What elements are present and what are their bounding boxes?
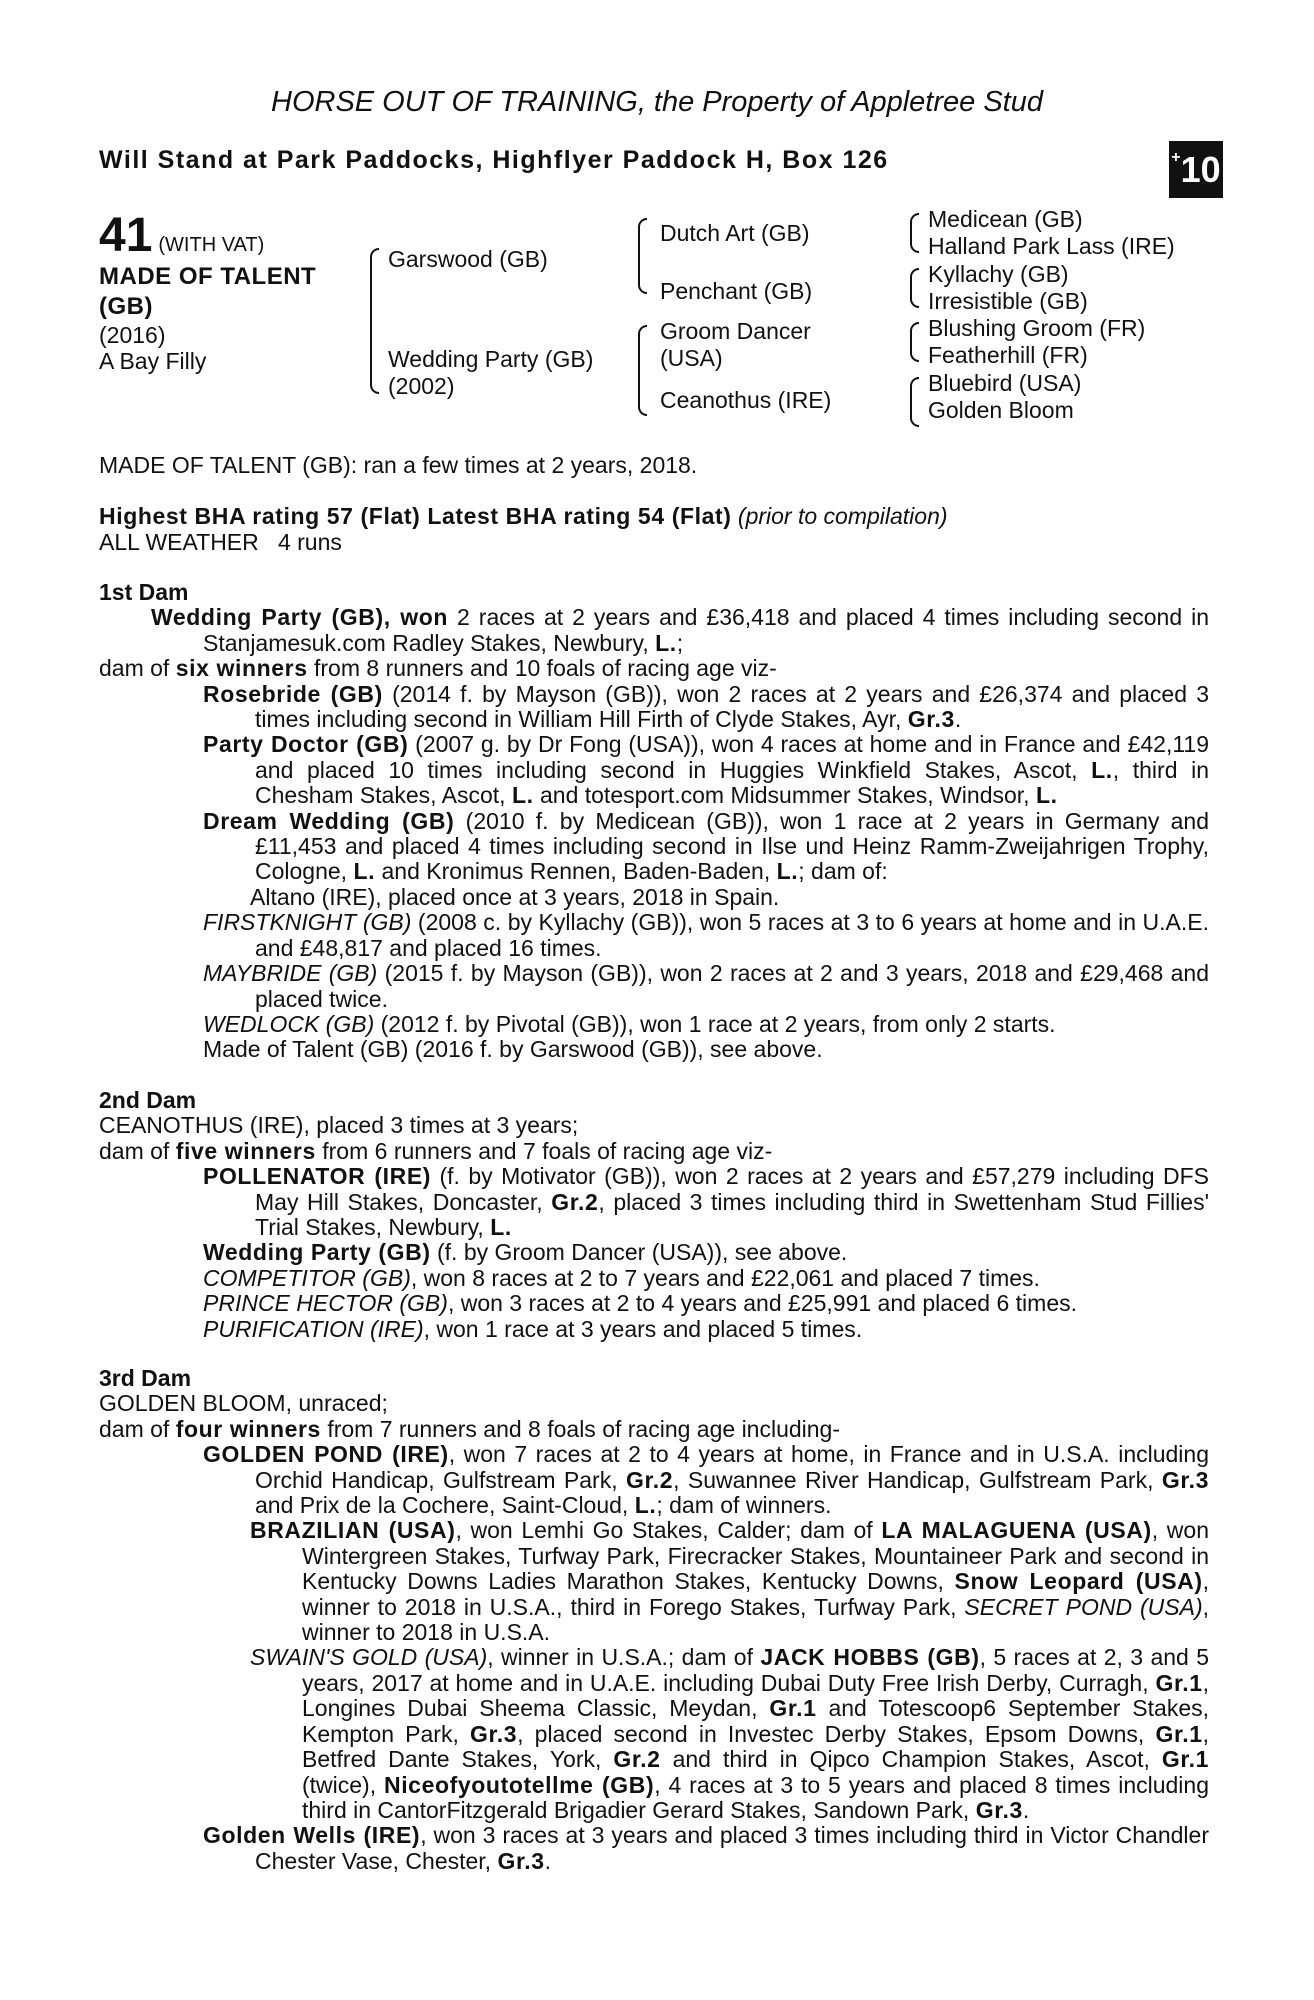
dam-sire	[660, 318, 811, 372]
produce-name: SWAIN'S GOLD (USA)	[250, 1644, 488, 1671]
gg-6: Featherhill (FR)	[928, 342, 1088, 368]
dam-sire-line1: Groom Dancer	[660, 318, 811, 344]
badge-number: 10	[1180, 148, 1221, 190]
produce-text: (2014 f. by Mayson (GB)), won 2 races at 2 years and £26,374 and placed 3 times including second in William Hill Firth of Clyde Stakes, Ayr,	[255, 680, 1209, 733]
produce-text: , winner in U.S.A.; dam of	[487, 1644, 761, 1671]
produce-text: .	[544, 1847, 552, 1874]
produce-text: (twice),	[302, 1771, 384, 1798]
third-dam-section	[99, 1366, 1209, 1874]
dam-of-pre: dam of	[99, 1137, 176, 1164]
sire-sire: Dutch Art (GB)	[660, 220, 810, 246]
gg-5: Blushing Groom (FR)	[928, 315, 1146, 341]
rating-values: Highest BHA rating 57 (Flat) Latest BHA rating 54 (Flat)	[99, 503, 732, 529]
produce-grade: Gr.3	[1161, 1466, 1210, 1493]
produce-grade: L.	[1091, 756, 1113, 783]
gg-7: Bluebird (USA)	[928, 370, 1082, 396]
first-dam-heading: 1st Dam	[99, 579, 189, 605]
produce-name: FIRSTKNIGHT (GB)	[203, 909, 412, 936]
produce-text: , won 1 race at 3 years and placed 5 times.	[423, 1315, 863, 1342]
produce-name: PRINCE HECTOR (GB)	[203, 1290, 448, 1317]
badge-plus: +	[1171, 148, 1181, 166]
produce-name: WEDLOCK (GB)	[203, 1010, 375, 1037]
produce-name: Niceofyoutotellme (GB)	[383, 1771, 655, 1798]
dam	[388, 346, 593, 400]
produce-name: GOLDEN POND (IRE)	[203, 1441, 449, 1468]
stand-location: Will Stand at Park Paddocks, Highflyer Paddock H, Box 126	[99, 146, 889, 174]
produce-text: and third in Qipco Champion Stakes, Ascot,	[660, 1746, 1162, 1773]
dam-of-count: six winners	[175, 655, 308, 682]
third-dam-dam-of	[99, 1417, 1209, 1442]
sire: Garswood (GB)	[388, 246, 548, 272]
first-dam-section	[99, 580, 1209, 1063]
produce-name: JACK HOBBS (GB)	[760, 1644, 980, 1671]
all-weather-line	[99, 529, 342, 556]
dam-of-post: from 8 runners and 10 foals of racing age viz-	[307, 655, 777, 682]
produce-text: (2007 g. by Dr Fong (USA)), won 4 races at home and in France and £42,119 and placed 10 times including second in Huggies Winkfield Stakes, Ascot,	[255, 731, 1209, 783]
all-weather-runs: 4 runs	[277, 529, 342, 555]
g-brace-4	[910, 377, 919, 427]
horse-description: A Bay Filly	[99, 348, 207, 374]
produce-grade: Gr.2	[551, 1188, 599, 1215]
ten-plus-badge	[1169, 141, 1223, 198]
second-dam-heading: 2nd Dam	[99, 1087, 197, 1113]
produce-name: SECRET POND (USA)	[964, 1593, 1203, 1620]
dam-of-pre: dam of	[99, 1415, 176, 1442]
gg-8: Golden Bloom	[928, 397, 1074, 423]
produce-grade: Gr.3	[975, 1796, 1023, 1823]
produce-wedlock	[203, 1012, 1209, 1037]
produce-grade: L.	[634, 1492, 657, 1519]
grandproduce-swains-gold	[250, 1645, 1209, 1823]
produce-text: , won 8 races at 2 to 7 years and £22,061 and placed 7 times.	[410, 1264, 1040, 1291]
gg-2: Halland Park Lass (IRE)	[928, 233, 1175, 259]
gg-3: Kyllachy (GB)	[928, 261, 1069, 287]
produce-name: COMPETITOR (GB)	[203, 1264, 411, 1291]
produce-grade: Gr.1	[1155, 1669, 1203, 1696]
produce-text: (2015 f. by Mayson (GB)), won 2 races at 2 and 3 years, 2018 and £29,468 and placed twice.	[255, 960, 1209, 1012]
produce-firstknight	[203, 910, 1209, 961]
produce-rosebride: Rosebride (GB) (2014 f. by Mayson (GB)), won 2 races at 2 years and £26,374 and placed 3 times including second in William Hill Firth of Clyde Stakes, Ayr, Gr.3.	[203, 680, 1209, 733]
produce-grade: L.	[1035, 782, 1058, 809]
produce-maybride	[203, 961, 1209, 1012]
produce-name: Party Doctor (GB)	[203, 731, 409, 758]
produce-text: , winner to 2018 in U.S.A., third in Forego Stakes, Turfway Park,	[302, 1568, 1209, 1620]
produce-name: BRAZILIAN (USA)	[250, 1517, 456, 1544]
produce-text: , Longines Dubai Sheema Classic, Meydan,	[302, 1669, 1209, 1722]
dam-line1: Wedding Party (GB)	[388, 346, 594, 372]
produce-text: , winner to 2018 in U.S.A.	[302, 1593, 1209, 1646]
produce-text: and Prix de la Cochere, Saint-Cloud,	[255, 1492, 635, 1519]
race-record: MADE OF TALENT (GB): ran a few times at 2 years, 2018.	[99, 452, 698, 478]
dam-of-count: four winners	[175, 1415, 321, 1442]
second-dam-dam-of	[99, 1139, 1209, 1164]
lot-vat: (WITH VAT)	[158, 234, 265, 256]
produce-wedding-party	[203, 1240, 1209, 1265]
produce-dream-wedding	[203, 809, 1209, 885]
produce-text: , placed second in Investec Derby Stakes, Epsom Downs,	[517, 1720, 1156, 1747]
sire-dam: Penchant (GB)	[660, 278, 813, 304]
produce-grade: Gr.3	[469, 1720, 518, 1747]
produce-name: POLLENATOR (IRE)	[203, 1163, 432, 1190]
produce-text: , won 3 races at 3 years and placed 3 times including third in Victor Chandler Chester Vase, Chester,	[255, 1822, 1209, 1874]
produce-text: , third in Chesham Stakes, Ascot,	[255, 756, 1209, 809]
produce-name: Rosebride (GB)	[203, 680, 383, 707]
dam-of-post: from 7 runners and 8 foals of racing age including-	[320, 1415, 841, 1442]
produce-text: and totesport.com Midsummer Stakes, Windsor,	[533, 782, 1036, 809]
second-dam-section	[99, 1088, 1209, 1342]
produce-text: , Suwannee River Handicap, Gulfstream Park,	[673, 1466, 1162, 1493]
produce-grade: Gr.2	[613, 1746, 661, 1773]
produce-made-of-talent: Made of Talent (GB) (2016 f. by Garswood (GB)), see above.	[203, 1036, 823, 1063]
produce-text: (f. by Motivator (GB)), won 2 races at 2 years and £57,279 including DFS May Hill Stakes, Doncaster,	[255, 1163, 1209, 1215]
produce-grade: Gr.1	[1161, 1746, 1210, 1773]
rating-line	[99, 503, 948, 530]
g-brace-1	[910, 213, 919, 253]
sire-dam-brace	[370, 248, 379, 394]
grandproduce-altano: Altano (IRE), placed once at 3 years, 2018 in Spain.	[250, 883, 780, 910]
second-dam-record: CEANOTHUS (IRE), placed 3 times at 3 years;	[99, 1112, 579, 1139]
foaling-year: (2016)	[99, 322, 166, 348]
produce-text: (2008 c. by Kyllachy (GB)), won 5 races at 3 to 6 years at home and in U.A.E. and £48,817 and placed 16 times.	[255, 909, 1209, 961]
produce-text: .	[1022, 1796, 1030, 1823]
dam-line2: (2002)	[388, 373, 455, 399]
dam-of-post: from 6 runners and 7 foals of racing age viz-	[315, 1137, 773, 1164]
produce-prince-hector	[203, 1291, 1209, 1316]
produce-text: and Kronimus Rennen, Baden-Baden,	[375, 858, 777, 885]
produce-grade: L.	[511, 782, 534, 809]
produce-name: Snow Leopard (USA)	[954, 1568, 1203, 1595]
produce-grade: Gr.1	[1155, 1720, 1203, 1747]
first-dam-dam-of	[99, 656, 1209, 681]
first-dam-listed: L.	[655, 629, 677, 656]
gg-1: Medicean (GB)	[928, 206, 1083, 232]
dam-parents-brace	[638, 325, 647, 416]
produce-text: , 4 races at 3 to 5 years and placed 8 times including third in CantorFitzgerald Brigadier Gerard Stakes, Sandown Park,	[302, 1771, 1209, 1823]
grandproduce-brazilian	[250, 1518, 1209, 1645]
dam-of-count: five winners	[175, 1137, 316, 1164]
produce-party-doctor	[203, 732, 1209, 808]
produce-text: , won 3 races at 2 to 4 years and £25,991 and placed 6 times.	[447, 1290, 1078, 1317]
produce-grade: L.	[490, 1214, 512, 1241]
horse-name-line1: MADE OF TALENT	[99, 263, 317, 290]
sire-parents-brace	[638, 218, 647, 294]
produce-text: (2012 f. by Pivotal (GB)), won 1 race at 2 years, from only 2 starts.	[374, 1010, 1056, 1037]
gg-4: Irresistible (GB)	[928, 288, 1088, 314]
produce-name: LA MALAGUENA (USA)	[881, 1517, 1152, 1544]
produce-grade: Gr.3	[907, 706, 955, 733]
lot-heading	[99, 208, 264, 263]
produce-text: and Totescoop6 September Stakes, Kempton Park,	[302, 1695, 1210, 1747]
produce-name: Dream Wedding (GB)	[203, 807, 455, 834]
horse-name-line2: (GB)	[99, 293, 153, 320]
produce-purification	[203, 1317, 1209, 1342]
dam-of-pre: dam of	[99, 655, 176, 682]
third-dam-record: GOLDEN BLOOM, unraced;	[99, 1390, 388, 1417]
g-brace-3	[910, 322, 919, 362]
produce-grade: L.	[353, 858, 376, 885]
produce-text: , Betfred Dante Stakes, York,	[302, 1720, 1209, 1773]
produce-grade: Gr.1	[769, 1695, 817, 1722]
g-brace-2	[910, 268, 919, 308]
third-dam-heading: 3rd Dam	[99, 1365, 192, 1391]
produce-pollenator	[203, 1164, 1209, 1240]
produce-text: , 5 races at 2, 3 and 5 years, 2017 at home and in U.A.E. including Dubai Duty Free Irish Derby, Curragh,	[302, 1644, 1210, 1696]
produce-text: (f. by Groom Dancer (USA)), see above.	[430, 1239, 848, 1266]
produce-text: , won 7 races at 2 to 4 years at home, in France and in U.S.A. including Orchid Handicap, Gulfstream Park,	[255, 1441, 1209, 1493]
all-weather-label: ALL WEATHER	[99, 529, 259, 555]
produce-grade: Gr.3	[497, 1847, 545, 1874]
produce-golden-pond	[203, 1442, 1209, 1518]
dam-sire-line2: (USA)	[660, 345, 723, 371]
rating-note: (prior to compilation)	[737, 503, 948, 529]
first-dam-record	[151, 605, 1209, 656]
dam-dam: Ceanothus (IRE)	[660, 387, 832, 413]
produce-text: ; dam of:	[798, 858, 888, 885]
produce-competitor	[203, 1266, 1209, 1291]
produce-name: MAYBRIDE (GB)	[203, 960, 378, 987]
produce-text: (2010 f. by Medicean (GB)), won 1 race at 2 years in Germany and £11,453 and placed 4 times including second in Ilse und Heinz Ramm-Zweijahrigen Trophy, Cologne,	[255, 807, 1209, 885]
produce-name: Wedding Party (GB)	[203, 1239, 431, 1266]
produce-grade: Gr.2	[625, 1466, 674, 1493]
first-dam-won: , won	[383, 604, 449, 631]
page-title: HORSE OUT OF TRAINING, the Property of Appletree Stud	[271, 86, 1043, 118]
produce-name: Golden Wells (IRE)	[203, 1822, 421, 1849]
lot-number: 41	[99, 209, 153, 262]
produce-name: PURIFICATION (IRE)	[203, 1315, 424, 1342]
first-dam-semicolon: ;	[676, 629, 684, 656]
first-dam-text: 2 races at 2 years and £36,418 and placed 4 times including second in Stanjamesuk.com Radley Stakes, Newbury,	[203, 604, 1209, 656]
produce-text: , won Wintergreen Stakes, Turfway Park, Firecracker Stakes, Mountaineer Park and second in Kentucky Downs Ladies Marathon Stakes, Kentucky Downs,	[302, 1517, 1209, 1595]
first-dam-name: Wedding Party (GB)	[151, 604, 384, 631]
produce-text: , won Lemhi Go Stakes, Calder; dam of	[455, 1517, 882, 1544]
horse-name	[99, 262, 359, 322]
produce-text: , placed 3 times including third in Swettenham Stud Fillies' Trial Stakes, Newbury,	[255, 1188, 1209, 1241]
produce-text: ; dam of winners.	[656, 1492, 832, 1519]
produce-golden-wells	[203, 1823, 1209, 1874]
produce-grade: L.	[776, 858, 799, 885]
